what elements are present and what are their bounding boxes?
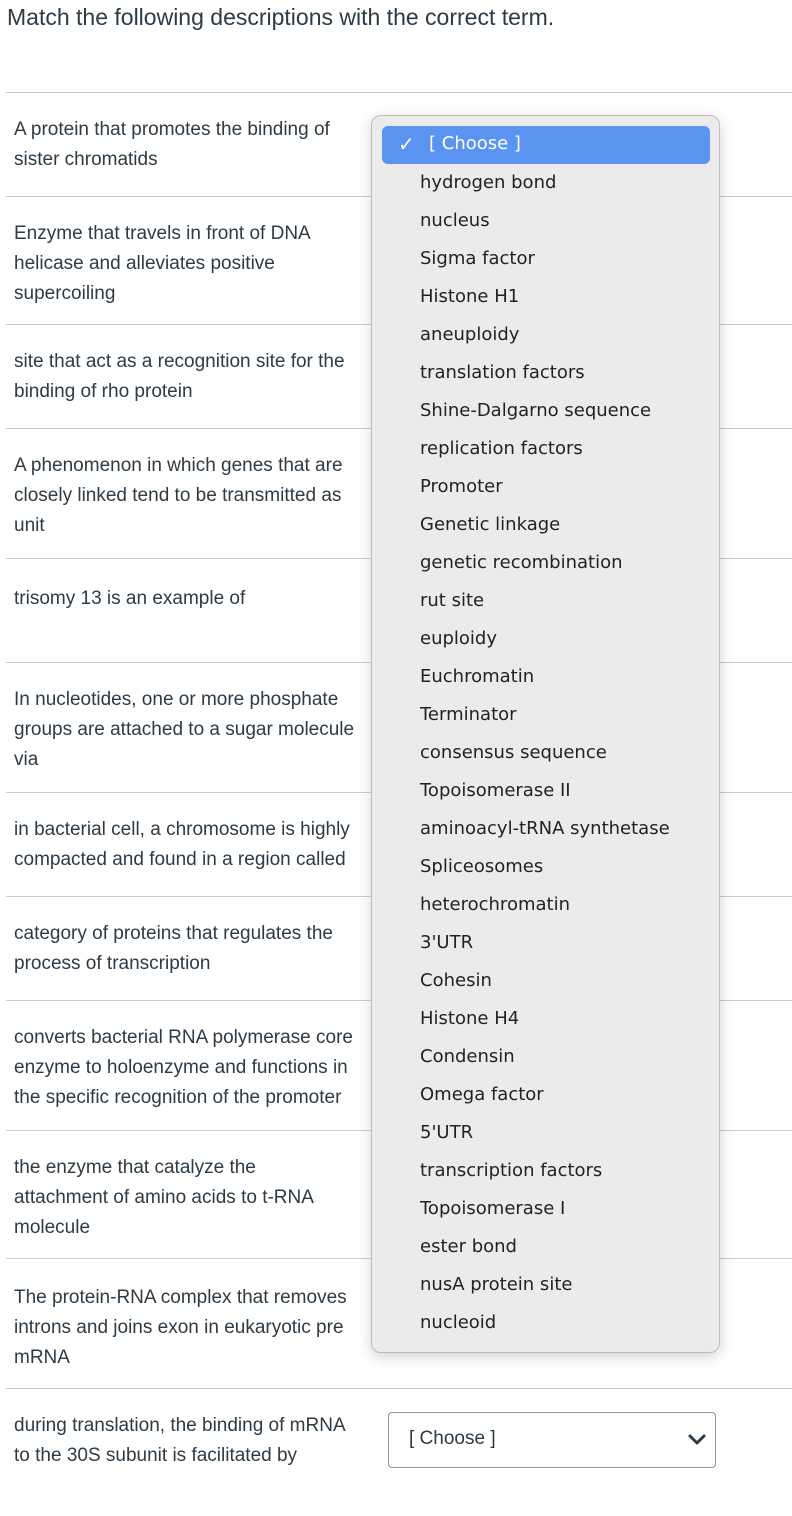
dropdown-option[interactable]: 3'UTR: [420, 932, 474, 953]
dropdown-option[interactable]: genetic recombination: [420, 552, 623, 573]
question-text: in bacterial cell, a chromosome is highly compacted and found in a region called: [14, 819, 350, 870]
dropdown-option[interactable]: nusA protein site: [420, 1274, 573, 1295]
dropdown-option[interactable]: consensus sequence: [420, 742, 607, 763]
dropdown-option-list: [420, 164, 670, 1342]
dropdown-option[interactable]: Omega factor: [420, 1084, 544, 1105]
dropdown-option[interactable]: rut site: [420, 590, 485, 611]
dropdown-option-selected[interactable]: [382, 126, 710, 164]
question-text: during translation, the binding of mRNA to the 30S subunit is facilitated by: [14, 1415, 346, 1466]
dropdown-option[interactable]: nucleus: [420, 210, 490, 231]
question-text: category of proteins that regulates the process of transcription: [14, 923, 333, 974]
dropdown-option[interactable]: aneuploidy: [420, 324, 520, 345]
question-text: converts bacterial RNA polymerase core enzyme to holoenzyme and functions in the specific recognition of the promoter: [14, 1027, 353, 1108]
question-text: The protein-RNA complex that removes introns and joins exon in eukaryotic pre mRNA: [14, 1287, 347, 1368]
dropdown-option[interactable]: Topoisomerase II: [420, 780, 571, 801]
dropdown-option[interactable]: Promoter: [420, 476, 503, 497]
dropdown-option[interactable]: Spliceosomes: [420, 856, 544, 877]
dropdown-option[interactable]: ester bond: [420, 1236, 517, 1257]
dropdown-option-label: [ Choose ]: [429, 133, 521, 154]
question-text: A protein that promotes the binding of sister chromatids: [14, 119, 330, 170]
checkmark-icon: ✓: [398, 132, 415, 156]
dropdown-option[interactable]: Euchromatin: [420, 666, 535, 687]
dropdown-option[interactable]: Histone H1: [420, 286, 520, 307]
question-text: Enzyme that travels in front of DNA helicase and alleviates positive supercoiling: [14, 223, 311, 304]
dropdown-option[interactable]: Sigma factor: [420, 248, 535, 269]
dropdown-option[interactable]: Condensin: [420, 1046, 515, 1067]
answer-select-value: [ Choose ]: [409, 1428, 496, 1449]
dropdown-option[interactable]: Shine-Dalgarno sequence: [420, 400, 652, 421]
dropdown-option[interactable]: Terminator: [420, 704, 517, 725]
question-text: trisomy 13 is an example of: [14, 588, 246, 609]
question-text: A phenomenon in which genes that are closely linked tend to be transmitted as unit: [14, 455, 343, 536]
question-text: the enzyme that catalyze the attachment of amino acids to t-RNA molecule: [14, 1157, 314, 1238]
answer-dropdown-menu[interactable]: [371, 115, 720, 1353]
dropdown-option[interactable]: nucleoid: [420, 1312, 497, 1333]
answer-select[interactable]: [388, 1412, 716, 1468]
dropdown-option[interactable]: Genetic linkage: [420, 514, 561, 535]
dropdown-option[interactable]: aminoacyl-tRNA synthetase: [420, 818, 670, 839]
dropdown-option[interactable]: Topoisomerase I: [420, 1198, 566, 1219]
dropdown-option[interactable]: hydrogen bond: [420, 172, 557, 193]
dropdown-option[interactable]: Histone H4: [420, 1008, 520, 1029]
dropdown-option[interactable]: translation factors: [420, 362, 585, 383]
instructions-heading: Match the following descriptions with the correct term.: [7, 4, 555, 30]
dropdown-option[interactable]: replication factors: [420, 438, 583, 459]
dropdown-option[interactable]: euploidy: [420, 628, 498, 649]
dropdown-option[interactable]: 5'UTR: [420, 1122, 474, 1143]
question-text: site that act as a recognition site for the binding of rho protein: [14, 351, 345, 402]
dropdown-option[interactable]: Cohesin: [420, 970, 492, 991]
question-row: [6, 1388, 792, 1492]
question-text: In nucleotides, one or more phosphate groups are attached to a sugar molecule via: [14, 689, 355, 770]
dropdown-option[interactable]: heterochromatin: [420, 894, 570, 915]
chevron-down-icon: [687, 1431, 707, 1449]
dropdown-option[interactable]: transcription factors: [420, 1160, 603, 1181]
